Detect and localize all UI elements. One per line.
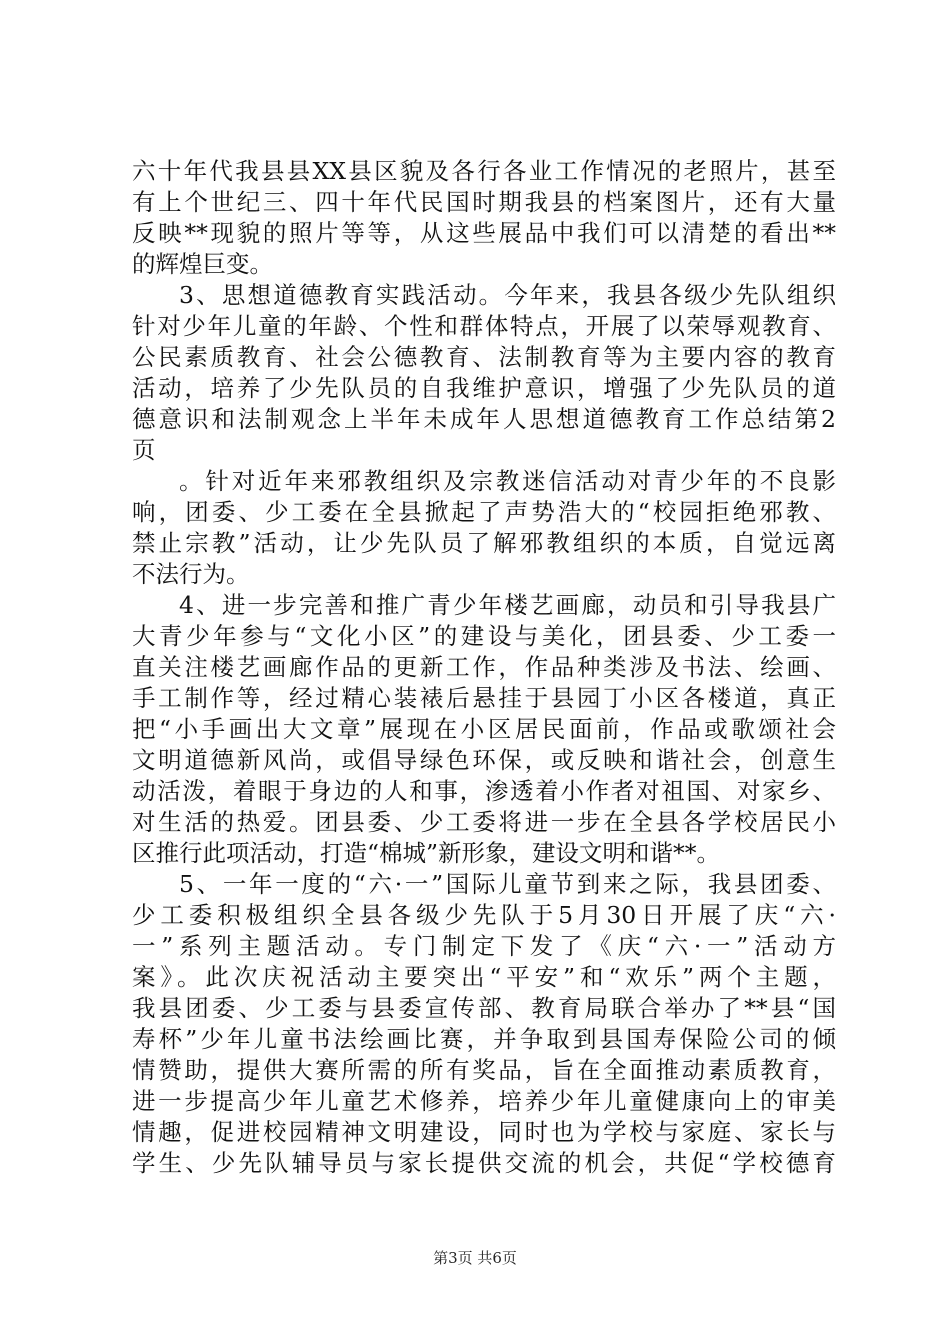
- text-line: 对生活的热爱。团县委、少工委将进一步在全县各学校居民小: [132, 808, 836, 836]
- text-line: 学生、少先队辅导员与家长提供交流的机会，共促“学校德育: [132, 1149, 836, 1177]
- text-line: 不法行为。: [132, 560, 250, 588]
- text-line: 动活泼，着眼于身边的人和事，渗透着小作者对祖国、对家乡、: [132, 777, 836, 805]
- text-line: 情趣，促进校园精神文明建设，同时也为学校与家庭、家长与: [132, 1118, 836, 1146]
- paragraph-start-line: 4、进一步完善和推广青少年楼艺画廊，动员和引导我县广: [179, 591, 836, 619]
- text-line: 一”系列主题活动。专门制定下发了《庆“六·一”活动方: [132, 932, 836, 960]
- paragraph-start-line: 。针对近年来邪教组织及宗教迷信活动对青少年的不良影: [179, 467, 836, 495]
- text-line: 进一步提高少年儿童艺术修养，培养少年儿童健康向上的审美: [132, 1087, 836, 1115]
- text-line: 针对少年儿童的年龄、个性和群体特点，开展了以荣辱观教育、: [132, 312, 836, 340]
- text-line: 禁止宗教”活动，让少先队员了解邪教组织的本质，自觉远离: [132, 529, 836, 557]
- text-line: 反映**现貌的照片等等，从这些展品中我们可以清楚的看出**: [132, 219, 836, 247]
- text-line: 文明道德新风尚，或倡导绿色环保，或反映和谐社会，创意生: [132, 746, 836, 774]
- text-line: 直关注楼艺画廊作品的更新工作，作品种类涉及书法、绘画、: [132, 653, 836, 681]
- text-line: 把“小手画出大文章”展现在小区居民面前，作品或歌颂社会: [132, 715, 836, 743]
- text-line: 情赞助，提供大赛所需的所有奖品，旨在全面推动素质教育，: [132, 1056, 836, 1084]
- page-number-footer: 第3页 共6页: [433, 1249, 517, 1267]
- text-line: 我县团委、少工委与县委宣传部、教育局联合举办了**县“国: [132, 994, 836, 1022]
- text-line: 大青少年参与“文化小区”的建设与美化，团县委、少工委一: [132, 622, 836, 650]
- text-line: 手工制作等，经过精心装裱后悬挂于县园丁小区各楼道，真正: [132, 684, 836, 712]
- text-line: 响，团委、少工委在全县掀起了声势浩大的“校园拒绝邪教、: [132, 498, 836, 526]
- text-line: 少工委积极组织全县各级少先队于5月30日开展了庆“六·: [132, 901, 836, 929]
- text-line: 区推行此项活动，打造“棉城”新形象，建设文明和谐**。: [132, 839, 721, 867]
- text-line: 公民素质教育、社会公德教育、法制教育等为主要内容的教育: [132, 343, 836, 371]
- paragraph-start-line: 3、思想道德教育实践活动。今年来，我县各级少先队组织: [179, 281, 836, 309]
- text-line: 活动，培养了少先队员的自我维护意识，增强了少先队员的道: [132, 374, 836, 402]
- text-line: 案》。此次庆祝活动主要突出“平安”和“欢乐”两个主题，: [132, 963, 836, 991]
- text-line: 的辉煌巨变。: [132, 250, 273, 278]
- text-line: 寿杯”少年儿童书法绘画比赛，并争取到县国寿保险公司的倾: [132, 1025, 836, 1053]
- text-line: 页: [132, 436, 156, 464]
- text-line: 德意识和法制观念上半年未成年人思想道德教育工作总结第2: [132, 405, 836, 433]
- document-body: [132, 156, 836, 1179]
- text-line: 六十年代我县县XX县区貌及各行各业工作情况的老照片，甚至: [132, 157, 836, 185]
- paragraph-start-line: 5、一年一度的“六·一”国际儿童节到来之际，我县团委、: [179, 870, 836, 898]
- text-line: 有上个世纪三、四十年代民国时期我县的档案图片，还有大量: [132, 188, 836, 216]
